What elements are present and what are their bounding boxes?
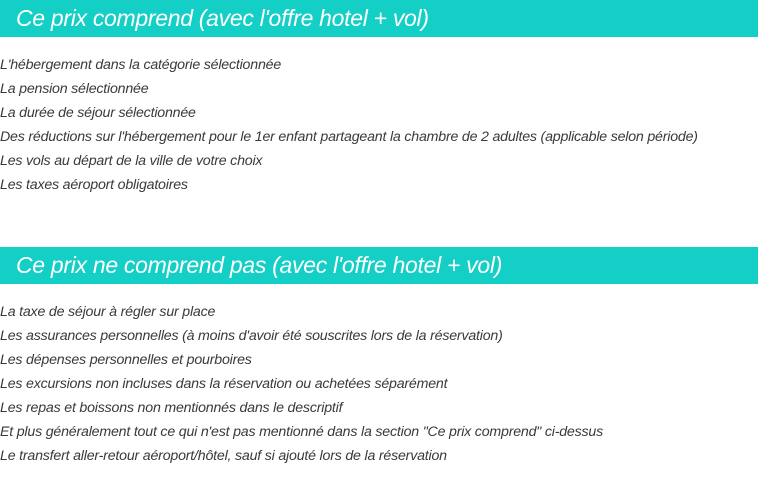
- includes-section-title: Ce prix comprend (avec l'offre hotel + vol): [0, 0, 758, 37]
- list-item: Les vols au départ de la ville de votre choix: [0, 153, 263, 169]
- list-item: Les taxes aéroport obligatoires: [0, 177, 188, 193]
- excludes-section-title: Ce prix ne comprend pas (avec l'offre hotel + vol): [0, 247, 758, 284]
- list-item: Le transfert aller-retour aéroport/hôtel, sauf si ajouté lors de la réservation: [0, 448, 447, 464]
- list-item: La taxe de séjour à régler sur place: [0, 304, 216, 320]
- list-item: Les repas et boissons non mentionnés dans le descriptif: [0, 400, 343, 416]
- list-item: Les dépenses personnelles et pourboires: [0, 352, 252, 368]
- list-item: La durée de séjour sélectionnée: [0, 105, 196, 121]
- list-item: La pension sélectionnée: [0, 81, 149, 97]
- list-item: L'hébergement dans la catégorie sélectionnée: [0, 57, 282, 73]
- list-item: Les assurances personnelles (à moins d'avoir été souscrites lors de la réservation): [0, 328, 503, 344]
- excludes-list: [0, 300, 603, 468]
- list-item: Et plus généralement tout ce qui n'est pas mentionné dans la section "Ce prix comprend" ci-dessus: [0, 424, 603, 440]
- list-item: Les excursions non incluses dans la réservation ou achetées séparément: [0, 376, 448, 392]
- includes-list: [0, 53, 698, 197]
- list-item: Des réductions sur l'hébergement pour le 1er enfant partageant la chambre de 2 adultes (applicable selon période): [0, 129, 698, 145]
